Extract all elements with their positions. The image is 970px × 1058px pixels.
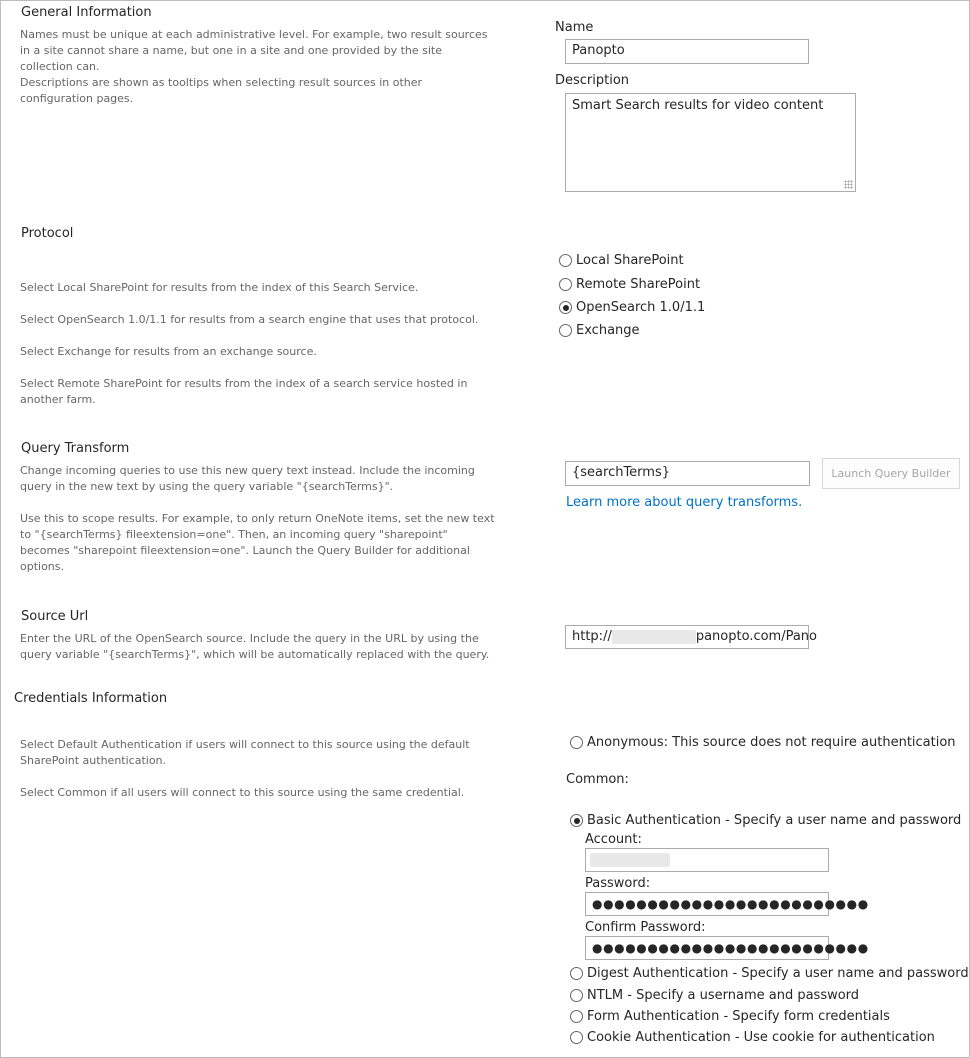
name-label: Name — [555, 20, 594, 35]
protocol-desc-local: Select Local SharePoint for results from the index of this Search Service. — [20, 281, 419, 294]
auth-option-ntlm[interactable] — [570, 988, 859, 1003]
query-transform-input[interactable]: {searchTerms} — [565, 461, 810, 486]
radio-unchecked-icon[interactable] — [570, 967, 583, 980]
radio-unchecked-icon[interactable] — [570, 1031, 583, 1044]
radio-checked-icon[interactable] — [559, 301, 572, 314]
description-label: Description — [555, 73, 630, 88]
credentials-heading: Credentials Information — [14, 691, 168, 706]
radio-label: Digest Authentication - Specify a user name and password — [587, 966, 969, 981]
source-url-heading: Source Url — [21, 609, 89, 624]
radio-unchecked-icon[interactable] — [570, 1010, 583, 1023]
radio-label: Cookie Authentication - Use cookie for authentication — [587, 1030, 935, 1045]
auth-option-cookie[interactable] — [570, 1030, 935, 1045]
radio-unchecked-icon[interactable] — [570, 989, 583, 1002]
account-input[interactable] — [585, 848, 829, 872]
redacted-account-value — [590, 853, 670, 867]
source-url-input[interactable] — [565, 625, 818, 649]
description-text: Smart Search results for video content — [572, 98, 824, 113]
resize-grip-icon[interactable] — [844, 180, 853, 189]
radio-label: Anonymous: This source does not require authentication — [587, 735, 956, 750]
radio-label: Basic Authentication - Specify a user name and password — [587, 813, 962, 828]
protocol-desc-exchange: Select Exchange for results from an exchange source. — [20, 345, 317, 358]
radio-label: Remote SharePoint — [576, 277, 701, 292]
query-transform-desc-change: Change incoming queries to use this new query text instead. Include the incoming query in the new text by using the query variable "{searchTerms}". — [20, 464, 475, 493]
source-url-suffix: panopto.com/Pano — [695, 629, 818, 644]
auth-option-basic[interactable] — [570, 813, 961, 828]
name-input[interactable]: Panopto — [565, 39, 809, 64]
radio-unchecked-icon[interactable] — [570, 736, 583, 749]
radio-label: Local SharePoint — [576, 253, 684, 268]
source-url-desc: Enter the URL of the OpenSearch source. Include the query in the URL by using the query variable "{searchTerms}", which will be automatically replaced with the query. — [20, 632, 490, 661]
protocol-heading: Protocol — [21, 226, 74, 241]
account-label: Account: — [585, 832, 642, 847]
auth-option-digest[interactable] — [570, 966, 969, 981]
protocol-option-local-sharepoint[interactable] — [559, 253, 684, 268]
radio-checked-icon[interactable] — [570, 814, 583, 827]
general-info-desc-names: Names must be unique at each administrative level. For example, two result sources in a site cannot share a name, but one in a site and one provided by the site collection can. — [20, 28, 488, 73]
credentials-desc-default: Select Default Authentication if users will connect to this source using the default SharePoint authentication. — [20, 738, 470, 767]
query-transform-desc-scope: Use this to scope results. For example, to only return OneNote items, set the new text to "{searchTerms} fileextension=one". Then, an incoming query "sharepoint" becomes "sharepoint fileextension=one". Launch the Query Builder for additional options. — [20, 512, 495, 573]
protocol-option-exchange[interactable] — [559, 323, 640, 338]
confirm-password-label: Confirm Password: — [585, 920, 706, 935]
query-transform-heading: Query Transform — [21, 441, 130, 456]
password-input[interactable]: ●●●●●●●●●●●●●●●●●●●●●●●●● — [585, 892, 829, 916]
radio-label: NTLM - Specify a username and password — [587, 988, 860, 1003]
query-transforms-help-link[interactable]: Learn more about query transforms. — [566, 495, 803, 510]
radio-unchecked-icon[interactable] — [559, 278, 572, 291]
protocol-option-opensearch[interactable] — [559, 300, 705, 315]
protocol-desc-opensearch: Select OpenSearch 1.0/1.1 for results from a search engine that uses that protocol. — [20, 313, 479, 326]
auth-option-anonymous[interactable] — [570, 735, 956, 750]
general-info-heading: General Information — [21, 5, 152, 20]
radio-unchecked-icon[interactable] — [559, 254, 572, 267]
auth-option-form[interactable] — [570, 1009, 890, 1024]
radio-label: OpenSearch 1.0/1.1 — [576, 300, 706, 315]
radio-label: Exchange — [576, 323, 640, 338]
general-info-desc-tooltips: Descriptions are shown as tooltips when selecting result sources in other configuration pages. — [20, 76, 423, 105]
redacted-url-segment — [612, 630, 696, 644]
password-label: Password: — [585, 876, 651, 891]
radio-unchecked-icon[interactable] — [559, 324, 572, 337]
confirm-password-input[interactable]: ●●●●●●●●●●●●●●●●●●●●●●●●● — [585, 936, 829, 960]
common-label: Common: — [566, 772, 629, 787]
credentials-desc-common: Select Common if all users will connect to this source using the same credential. — [20, 786, 465, 799]
radio-label: Form Authentication - Specify form credentials — [587, 1009, 890, 1024]
description-textarea[interactable] — [565, 93, 856, 192]
protocol-desc-remote: Select Remote SharePoint for results from the index of a search service hosted in another farm. — [20, 377, 468, 406]
launch-query-builder-button[interactable]: Launch Query Builder — [822, 458, 960, 489]
source-url-prefix: http:// — [572, 629, 612, 644]
protocol-option-remote-sharepoint[interactable] — [559, 277, 700, 292]
